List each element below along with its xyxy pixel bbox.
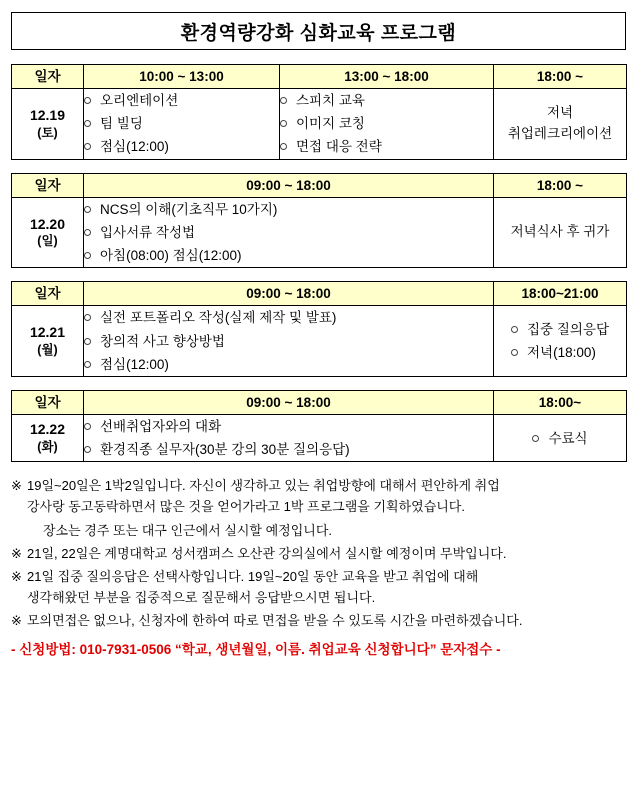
application-contact: - 신청방법: 010-7931-0506 “학교, 생년월일, 이름. 취업교육 신청합니다” 문자접수 - — [11, 641, 501, 657]
table-header-row — [12, 282, 627, 306]
note-marker: ※ — [11, 612, 22, 628]
note-line: 강사랑 동고동락하면서 많은 것을 얻어가라고 1박 프로그램을 기획하였습니다. — [27, 499, 465, 515]
cell-day-items — [84, 414, 494, 461]
cell-evening-items — [494, 414, 627, 461]
list-item: 입사서류 작성법 — [84, 221, 493, 244]
table-row — [12, 306, 627, 377]
text-line: 취업레크리에이션 — [507, 125, 613, 141]
day-of-week: (화) — [37, 440, 58, 455]
page-title-text: 환경역량강화 심화교육 프로그램 — [180, 22, 457, 44]
cell-date — [12, 89, 84, 160]
note-body — [43, 520, 626, 541]
date-value: 12.19 — [29, 106, 66, 123]
column-header-slot-2: 18:00 ~ — [494, 173, 627, 197]
cell-date — [12, 414, 84, 461]
list-item: 팀 빌딩 — [84, 112, 279, 135]
note-line: 모의면접은 없으나, 신청자에 한하여 따로 면접을 받을 수 있도록 시간을 마련하겠습니다. — [27, 612, 523, 628]
column-header-slot-1: 09:00 ~ 18:00 — [84, 390, 494, 414]
column-header-slot-2: 18:00~ — [494, 390, 627, 414]
day-of-week: (토) — [37, 125, 58, 140]
cell-date — [12, 197, 84, 268]
note-body — [27, 610, 626, 631]
item-list — [84, 415, 493, 461]
table-row — [12, 197, 627, 268]
page-title — [11, 12, 626, 50]
list-item: 창의적 사고 향상방법 — [84, 330, 493, 353]
column-header-slot-3: 18:00 ~ — [494, 65, 627, 89]
day-of-week: (월) — [37, 343, 58, 358]
list-item: 환경직종 실무자(30분 강의 30분 질의응답) — [84, 438, 493, 461]
list-item: 면접 대응 전략 — [280, 135, 493, 158]
list-item: 점심(12:00) — [84, 135, 279, 158]
item-list — [511, 318, 609, 364]
note-marker: ※ — [11, 545, 22, 561]
cell-morning-items — [84, 89, 280, 160]
cell-evening-items — [494, 306, 627, 377]
column-header-date: 일자 — [12, 65, 84, 89]
note-line: 21일, 22일은 계명대학교 성서캠퍼스 오산관 강의실에서 실시할 예정이며 무박입니다. — [27, 545, 507, 561]
day-of-week: (일) — [37, 234, 58, 249]
note-marker: ※ — [11, 568, 22, 584]
list-item: 점심(12:00) — [84, 353, 493, 376]
list-item: NCS의 이해(기초직무 10가지) — [84, 198, 493, 221]
cell-date — [12, 306, 84, 377]
note-item — [11, 475, 626, 517]
column-header-slot-2: 13:00 ~ 18:00 — [280, 65, 494, 89]
item-list — [532, 427, 587, 450]
item-list — [280, 89, 493, 159]
schedule-table-1222 — [11, 390, 627, 462]
text-line: 저녁 — [546, 104, 574, 120]
list-item: 오리엔테이션 — [84, 89, 279, 112]
column-header-slot-1: 09:00 ~ 18:00 — [84, 173, 494, 197]
list-item: 선배취업자와의 대화 — [84, 415, 493, 438]
note-line: 19일~20일은 1박2일입니다. 자신이 생각하고 있는 취업방향에 대해서 편안하게 취업 — [27, 478, 500, 494]
list-item: 저녁(18:00) — [511, 341, 609, 364]
note-body — [27, 566, 626, 608]
cell-day-items — [84, 197, 494, 268]
note-item — [27, 520, 626, 541]
column-header-date: 일자 — [12, 173, 84, 197]
cell-day-items — [84, 306, 494, 377]
list-item: 이미지 코칭 — [280, 112, 493, 135]
table-row — [12, 89, 627, 160]
note-item — [11, 543, 626, 564]
list-item: 수료식 — [532, 427, 587, 450]
note-body — [27, 475, 626, 517]
schedule-table-1220 — [11, 173, 627, 269]
date-value: 12.20 — [29, 215, 66, 232]
note-line: 생각해왔던 부분을 집중적으로 질문해서 응답받으시면 됩니다. — [27, 589, 376, 605]
note-item — [11, 610, 626, 631]
column-header-date: 일자 — [12, 282, 84, 306]
note-marker: ※ — [11, 478, 22, 494]
item-list — [84, 306, 493, 376]
note-body — [27, 543, 626, 564]
list-item: 스피치 교육 — [280, 89, 493, 112]
cell-evening-items — [494, 89, 627, 160]
table-header-row — [12, 173, 627, 197]
column-header-slot-1: 10:00 ~ 13:00 — [84, 65, 280, 89]
list-item: 아침(08:00) 점심(12:00) — [84, 244, 493, 267]
item-list — [84, 198, 493, 268]
schedule-table-1221 — [11, 281, 627, 377]
notes-section — [11, 475, 626, 657]
note-line: 21일 집중 질의응답은 선택사항입니다. 19일~20일 동안 교육을 받고 취업에 대해 — [27, 568, 479, 584]
date-value: 12.22 — [29, 421, 66, 438]
schedule-table-1219 — [11, 64, 627, 160]
text-line: 저녁식사 후 귀가 — [510, 224, 610, 240]
table-row — [12, 414, 627, 461]
column-header-date: 일자 — [12, 390, 84, 414]
table-header-row — [12, 65, 627, 89]
note-line: 장소는 경주 또는 대구 인근에서 실시할 예정입니다. — [43, 522, 333, 538]
date-value: 12.21 — [29, 324, 66, 341]
cell-afternoon-items — [280, 89, 494, 160]
table-header-row — [12, 390, 627, 414]
column-header-slot-2: 18:00~21:00 — [494, 282, 627, 306]
note-item — [11, 566, 626, 608]
cell-evening-items — [494, 197, 627, 268]
column-header-slot-1: 09:00 ~ 18:00 — [84, 282, 494, 306]
list-item: 실전 포트폴리오 작성(실제 제작 및 발표) — [84, 306, 493, 329]
item-list — [84, 89, 279, 159]
list-item: 집중 질의응답 — [511, 318, 609, 341]
